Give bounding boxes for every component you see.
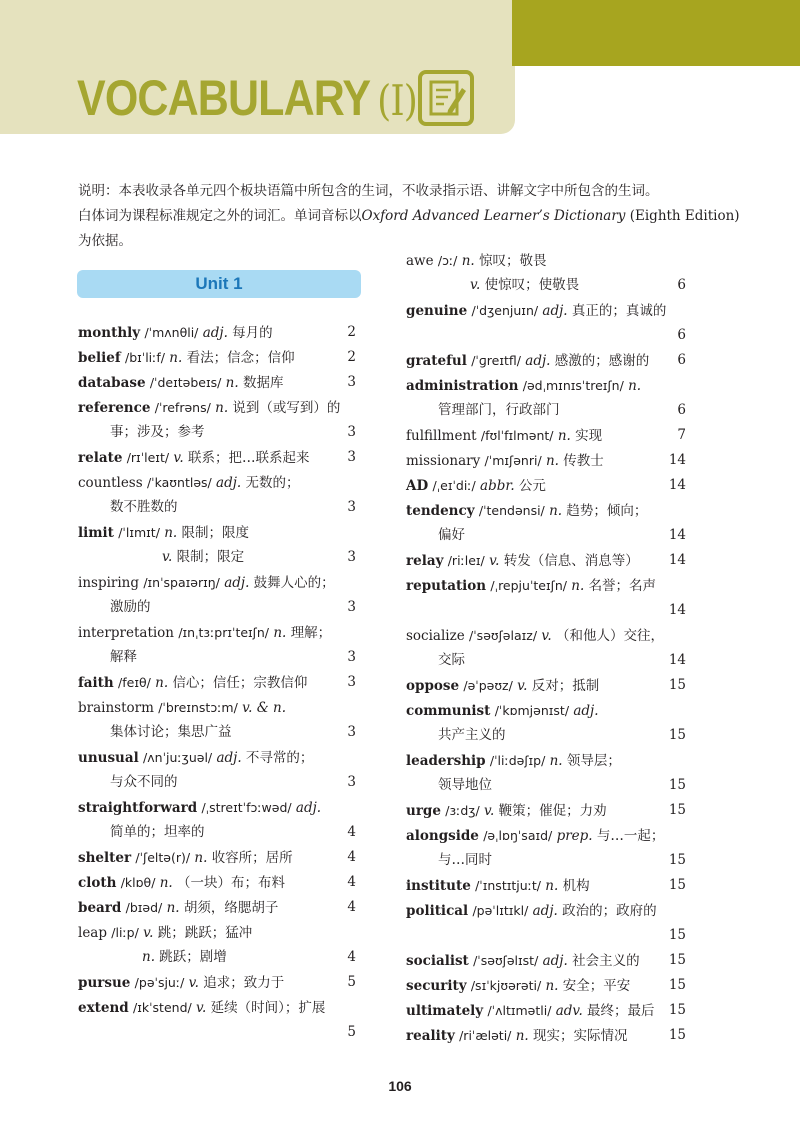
- page-number: 106: [388, 1078, 412, 1094]
- definition: 限制；限定: [176, 549, 245, 565]
- intro-line-1: 说明：本表收录各单元四个板块语篇中所包含的生词，不收录指示语、讲解文字中所包含的生词。: [78, 183, 659, 199]
- page-reference: 14: [668, 602, 686, 618]
- page-reference: 3: [347, 599, 356, 615]
- vocab-entry: [78, 670, 356, 695]
- vocab-entry: [78, 920, 356, 945]
- headword: reference: [78, 400, 151, 416]
- phonetic: /əˈpəʊz/: [463, 678, 513, 693]
- phonetic: /ˈdeɪtəbeɪs/: [149, 375, 222, 390]
- vocab-entry: [406, 698, 686, 723]
- vocab-entry-continuation: [78, 1020, 356, 1045]
- page-reference: 6: [677, 352, 686, 368]
- definition: （和他人）交往，: [555, 628, 664, 644]
- definition: 领导层；: [566, 753, 621, 769]
- phonetic: /ˈmʌnθli/: [144, 325, 199, 340]
- part-of-speech: adv.: [555, 1003, 583, 1019]
- part-of-speech: prep.: [556, 828, 593, 844]
- headword: leadership: [406, 753, 486, 769]
- headword: interpretation: [78, 625, 175, 641]
- phonetic: /ˈlɪmɪt/: [118, 525, 160, 540]
- phonetic: /ɪnˌtɜːprɪˈteɪʃn/: [178, 625, 270, 640]
- vocab-entry-continuation: [78, 720, 356, 745]
- page-reference: 5: [347, 974, 356, 990]
- part-of-speech: n.: [545, 878, 559, 894]
- intro-line-2-text: 白体词为课程标准规定之外的词汇。单词音标以: [78, 208, 362, 224]
- part-of-speech: n.: [164, 525, 178, 541]
- page-reference: 3: [347, 774, 356, 790]
- definition: 追求；致力于: [203, 975, 285, 991]
- vocab-entry: [406, 998, 686, 1023]
- vocab-entry: [78, 395, 356, 420]
- part-of-speech: n.: [215, 400, 229, 416]
- part-of-speech: n.: [155, 675, 169, 691]
- headword: limit: [78, 525, 114, 541]
- definition: 解释: [110, 649, 137, 665]
- phonetic: /ˈbreɪnstɔːm/: [158, 700, 238, 715]
- page-reference: 15: [668, 1027, 686, 1043]
- definition: 政治的；政府的: [562, 903, 657, 919]
- vocab-entry: [78, 345, 356, 370]
- part-of-speech: n.: [461, 253, 475, 269]
- definition: 胡须，络腮胡子: [183, 900, 279, 916]
- part-of-speech: v.: [143, 925, 154, 941]
- definition: 实现: [575, 428, 603, 444]
- page-reference: 15: [668, 1002, 686, 1018]
- page-reference: 2: [347, 349, 356, 365]
- vocab-entry: [406, 248, 686, 273]
- vocab-entry: [406, 748, 686, 773]
- vocab-entry: [406, 548, 686, 573]
- definition: 鞭策；催促；力劝: [498, 803, 607, 819]
- part-of-speech: v.: [484, 803, 495, 819]
- phonetic: /ˈsəʊʃəlɪst/: [473, 953, 539, 968]
- phonetic: /riːleɪ/: [447, 553, 485, 568]
- part-of-speech: v.: [188, 975, 199, 991]
- headword: countless: [78, 475, 143, 491]
- part-of-speech: n.: [628, 378, 642, 394]
- page-reference: 14: [668, 527, 686, 543]
- vocab-entry: [406, 573, 686, 598]
- vocab-entry: [406, 498, 686, 523]
- intro-line-3: 为依据。: [78, 233, 132, 249]
- definition: 数据库: [242, 375, 284, 391]
- headword: security: [406, 978, 467, 994]
- vocab-entry-continuation: [78, 770, 356, 795]
- page-reference: 5: [347, 1024, 356, 1040]
- vocab-entry-continuation: [406, 598, 686, 623]
- phonetic: /ˈɪnstɪtjuːt/: [475, 878, 541, 893]
- headword: faith: [78, 675, 114, 691]
- phonetic: /pəˈlɪtɪkl/: [472, 903, 529, 918]
- page-reference: 15: [668, 877, 686, 893]
- part-of-speech: n.: [557, 428, 571, 444]
- headword: straightforward: [78, 800, 198, 816]
- page-title: [77, 68, 417, 131]
- vocab-entry: [78, 620, 356, 645]
- vocab-entry: [78, 520, 356, 545]
- headword: unusual: [78, 750, 139, 766]
- phonetic: /ɪkˈstend/: [133, 1000, 192, 1015]
- page-reference: 6: [677, 327, 686, 343]
- vocab-entry: [406, 298, 686, 323]
- definition: 与…一起；: [596, 828, 665, 844]
- part-of-speech: adj.: [573, 703, 599, 719]
- vocab-entry-continuation: [78, 420, 356, 445]
- phonetic: /riˈæləti/: [459, 1028, 512, 1043]
- phonetic: /bɪˈliːf/: [124, 350, 165, 365]
- definition: 事；涉及；参考: [110, 424, 205, 440]
- phonetic: /ˈliːdəʃɪp/: [489, 753, 546, 768]
- phonetic: /rɪˈleɪt/: [126, 450, 170, 465]
- phonetic: /bɪəd/: [125, 900, 163, 915]
- definition: 集体讨论；集思广益: [110, 724, 232, 740]
- phonetic: /ˈkɒmjənɪst/: [494, 703, 570, 718]
- headword: socialist: [406, 953, 469, 969]
- part-of-speech: n.: [549, 503, 563, 519]
- page-reference: 3: [347, 499, 356, 515]
- definition: 看法；信念；信仰: [186, 350, 295, 366]
- vocab-entry: [406, 798, 686, 823]
- vocab-entry: [78, 870, 356, 895]
- vocab-entry-continuation: [406, 773, 686, 798]
- definition: 名誉；名声: [588, 578, 657, 594]
- page-reference: 3: [347, 724, 356, 740]
- vocab-entry-continuation: [406, 523, 686, 548]
- definition: 信心；信任；宗教信仰: [172, 675, 308, 691]
- definition: 趋势；倾向；: [566, 503, 648, 519]
- part-of-speech: adj.: [224, 575, 250, 591]
- definition: 真正的；真诚的: [571, 303, 667, 319]
- phonetic: /ˈʌltɪmətli/: [487, 1003, 552, 1018]
- definition: 延续（时间）；扩展: [210, 1000, 326, 1016]
- vocab-entry: [78, 995, 356, 1020]
- vocab-entry-continuation: [78, 820, 356, 845]
- vocab-entry-continuation: [78, 545, 356, 570]
- vocab-entry: [78, 445, 356, 470]
- vocab-entry-continuation: [406, 648, 686, 673]
- definition: 安全；平安: [562, 978, 631, 994]
- definition: 说到（或写到）的: [232, 400, 341, 416]
- phonetic: /ˈɡreɪtfl/: [471, 353, 521, 368]
- vocab-entry: [78, 695, 356, 720]
- page-reference: 7: [677, 427, 686, 443]
- headword: institute: [406, 878, 471, 894]
- intro-line-2: [78, 204, 740, 229]
- notepad-pencil-icon: [418, 70, 474, 126]
- part-of-speech: adj.: [216, 475, 242, 491]
- headword: political: [406, 903, 469, 919]
- definition: 每月的: [232, 325, 273, 341]
- part-of-speech: v.: [173, 450, 184, 466]
- headword: inspiring: [78, 575, 140, 591]
- headword: ultimately: [406, 1003, 484, 1019]
- part-of-speech: n.: [545, 453, 559, 469]
- page-reference: 15: [668, 952, 686, 968]
- phonetic: /fʊlˈfɪlmənt/: [480, 428, 554, 443]
- part-of-speech: n.: [571, 578, 585, 594]
- phonetic: /ˈmɪʃənri/: [484, 453, 542, 468]
- unit-banner: Unit 1: [77, 270, 361, 298]
- page-reference: 15: [668, 852, 686, 868]
- vocab-entry: [406, 423, 686, 448]
- headword: tendency: [406, 503, 475, 519]
- vocab-entry: [78, 895, 356, 920]
- headword: missionary: [406, 453, 481, 469]
- page-reference: 15: [668, 977, 686, 993]
- phonetic: /əˌlɒŋˈsaɪd/: [483, 828, 553, 843]
- definition: 反对；抵制: [531, 678, 600, 694]
- headword: communist: [406, 703, 491, 719]
- vocab-entry: [406, 448, 686, 473]
- vocab-entry: [78, 570, 356, 595]
- page-reference: 3: [347, 374, 356, 390]
- headword: urge: [406, 803, 441, 819]
- headword: awe: [406, 253, 434, 269]
- definition: 跳；跳跃；猛冲: [157, 925, 253, 941]
- definition: 偏好: [438, 527, 465, 543]
- vocab-entry: [406, 823, 686, 848]
- definition: 交际: [438, 652, 465, 668]
- part-of-speech: v. & n.: [242, 700, 286, 716]
- vocab-entry: [406, 473, 686, 498]
- part-of-speech: adj.: [542, 953, 568, 969]
- page-reference: 3: [347, 674, 356, 690]
- vocab-entry: [78, 795, 356, 820]
- headword: socialize: [406, 628, 465, 644]
- headword: database: [78, 375, 146, 391]
- phonetic: /ˌeɪˈdiː/: [432, 478, 476, 493]
- vocab-entry: [78, 845, 356, 870]
- vocab-entry: [406, 973, 686, 998]
- vocab-entry: [78, 470, 356, 495]
- definition: 公元: [518, 478, 546, 494]
- part-of-speech: n.: [194, 850, 208, 866]
- definition: 无数的；: [245, 475, 300, 491]
- definition: 转发（信息、消息等）: [503, 553, 639, 569]
- vocab-entry: [406, 898, 686, 923]
- title-suffix: (I): [377, 76, 417, 125]
- phonetic: /ˈkaʊntləs/: [146, 475, 212, 490]
- vocab-column-left: [78, 320, 356, 1045]
- headword: genuine: [406, 303, 468, 319]
- definition: 使惊叹；使敬畏: [484, 277, 580, 293]
- part-of-speech: n.: [166, 900, 180, 916]
- vocab-entry-continuation: [406, 723, 686, 748]
- definition: 感激的；感谢的: [554, 353, 650, 369]
- title-text: VOCABULARY: [77, 70, 371, 126]
- page-reference: 6: [677, 402, 686, 418]
- phonetic: /ˈrefrəns/: [154, 400, 211, 415]
- part-of-speech: v.: [162, 549, 173, 565]
- phonetic: /klɒθ/: [120, 875, 156, 890]
- definition: 不寻常的；: [245, 750, 314, 766]
- definition: 惊叹；敬畏: [479, 253, 547, 269]
- phonetic: /ˈʃeltə(r)/: [135, 850, 191, 865]
- vocab-entry-continuation: [406, 323, 686, 348]
- definition: 领导地位: [438, 777, 492, 793]
- vocab-entry: [406, 673, 686, 698]
- vocab-entry: [406, 873, 686, 898]
- headword: relate: [78, 450, 123, 466]
- phonetic: /ʌnˈjuːʒuəl/: [143, 750, 213, 765]
- definition: 收容所；居所: [211, 850, 293, 866]
- vocab-entry-continuation: [406, 398, 686, 423]
- part-of-speech: n.: [142, 949, 155, 965]
- phonetic: /ɪnˈspaɪərɪŋ/: [143, 575, 220, 590]
- page-reference: 3: [347, 649, 356, 665]
- part-of-speech: n.: [169, 350, 183, 366]
- headword: oppose: [406, 678, 460, 694]
- vocab-entry: [78, 745, 356, 770]
- headword: belief: [78, 350, 121, 366]
- part-of-speech: n.: [515, 1028, 529, 1044]
- phonetic: /ˌstreɪtˈfɔːwəd/: [201, 800, 292, 815]
- headword: relay: [406, 553, 444, 569]
- page-reference: 15: [668, 727, 686, 743]
- phonetic: /pəˈsjuː/: [134, 975, 185, 990]
- phonetic: /ˈsəʊʃəlaɪz/: [469, 628, 538, 643]
- phonetic: /ɔː/: [437, 253, 458, 268]
- page-reference: 3: [347, 449, 356, 465]
- headword: fulfillment: [406, 428, 477, 444]
- headword: alongside: [406, 828, 479, 844]
- definition: 现实；实际情况: [532, 1028, 628, 1044]
- headword: beard: [78, 900, 122, 916]
- vocab-entry: [406, 1023, 686, 1048]
- vocab-entry: [78, 970, 356, 995]
- page-reference: 3: [347, 549, 356, 565]
- part-of-speech: v.: [470, 277, 481, 293]
- definition: 与众不同的: [110, 774, 178, 790]
- part-of-speech: adj.: [532, 903, 558, 919]
- part-of-speech: adj.: [216, 750, 242, 766]
- definition: 激励的: [110, 599, 151, 615]
- page-reference: 4: [347, 899, 356, 915]
- page-reference: 2: [347, 324, 356, 340]
- vocab-entry: [406, 373, 686, 398]
- page-reference: 3: [347, 424, 356, 440]
- definition: 管理部门，行政部门: [438, 402, 560, 418]
- vocab-entry: [406, 623, 686, 648]
- part-of-speech: v.: [541, 628, 552, 644]
- definition: 共产主义的: [438, 727, 506, 743]
- intro-note: [78, 179, 740, 254]
- page-reference: 14: [668, 477, 686, 493]
- definition: 最终；最后: [587, 1003, 655, 1019]
- part-of-speech: n.: [549, 753, 563, 769]
- vocab-entry-continuation: [78, 945, 356, 970]
- headword: grateful: [406, 353, 467, 369]
- definition: 数不胜数的: [110, 499, 178, 515]
- part-of-speech: n.: [273, 625, 287, 641]
- headword: reality: [406, 1028, 455, 1044]
- headword: shelter: [78, 850, 132, 866]
- vocab-entry: [78, 370, 356, 395]
- page-reference: 4: [347, 849, 356, 865]
- page-reference: 4: [347, 824, 356, 840]
- part-of-speech: n.: [159, 875, 173, 891]
- page-reference: 4: [347, 874, 356, 890]
- headword: reputation: [406, 578, 487, 594]
- header-accent-bar: [512, 0, 800, 66]
- page-reference: 15: [668, 927, 686, 943]
- definition: 跳跃；剧增: [159, 949, 227, 965]
- part-of-speech: adj.: [542, 303, 568, 319]
- page-reference: 15: [668, 777, 686, 793]
- vocab-column-right: [406, 248, 686, 1048]
- vocab-entry-continuation: [78, 645, 356, 670]
- page-reference: 14: [668, 552, 686, 568]
- vocab-entry: [78, 320, 356, 345]
- phonetic: /feɪθ/: [118, 675, 151, 690]
- part-of-speech: v.: [196, 1000, 207, 1016]
- definition: 简单的；坦率的: [110, 824, 205, 840]
- vocab-entry-continuation: [406, 923, 686, 948]
- part-of-speech: adj.: [295, 800, 322, 816]
- definition: 联系；把…联系起来: [187, 450, 310, 466]
- headword: administration: [406, 378, 519, 394]
- part-of-speech: n.: [545, 978, 559, 994]
- part-of-speech: n.: [225, 375, 239, 391]
- phonetic: /liːp/: [111, 925, 139, 940]
- phonetic: /ˈtendənsi/: [478, 503, 545, 518]
- page-reference: 15: [668, 802, 686, 818]
- definition: 与…同时: [438, 852, 492, 868]
- vocab-entry-continuation: [78, 595, 356, 620]
- headword: monthly: [78, 325, 141, 341]
- headword: pursue: [78, 975, 131, 991]
- phonetic: /ədˌmɪnɪsˈtreɪʃn/: [522, 378, 624, 393]
- headword: AD: [406, 478, 429, 494]
- dictionary-name: Oxford Advanced Learner’s Dictionary: [361, 208, 626, 224]
- definition: 机构: [562, 878, 590, 894]
- page-reference: 6: [677, 277, 686, 293]
- phonetic: /ˈdʒenjuɪn/: [471, 303, 539, 318]
- part-of-speech: abbr.: [480, 478, 515, 494]
- definition: 鼓舞人心的；: [253, 575, 335, 591]
- definition: 社会主义的: [572, 953, 640, 969]
- phonetic: /ˌrepjuˈteɪʃn/: [490, 578, 567, 593]
- page-reference: 14: [668, 452, 686, 468]
- part-of-speech: adj.: [525, 353, 551, 369]
- definition: 限制；限度: [181, 525, 249, 541]
- vocab-entry-continuation: [406, 848, 686, 873]
- definition: （一块）布；布料: [177, 875, 286, 891]
- definition: 理解；: [290, 625, 332, 641]
- definition: 传教士: [563, 453, 604, 469]
- part-of-speech: v.: [489, 553, 500, 569]
- vocab-entry-continuation: [406, 273, 686, 298]
- headword: brainstorm: [78, 700, 154, 716]
- page-reference: 4: [347, 949, 356, 965]
- phonetic: /sɪˈkjʊərəti/: [470, 978, 542, 993]
- vocab-entry: [406, 948, 686, 973]
- vocab-entry-continuation: [78, 495, 356, 520]
- vocab-entry: [406, 348, 686, 373]
- page-reference: 14: [668, 652, 686, 668]
- part-of-speech: adj.: [202, 325, 228, 341]
- headword: extend: [78, 1000, 129, 1016]
- page-reference: 15: [668, 677, 686, 693]
- dictionary-edition: (Eighth Edition): [629, 208, 740, 224]
- headword: leap: [78, 925, 107, 941]
- phonetic: /ɜːdʒ/: [445, 803, 480, 818]
- part-of-speech: v.: [517, 678, 528, 694]
- headword: cloth: [78, 875, 117, 891]
